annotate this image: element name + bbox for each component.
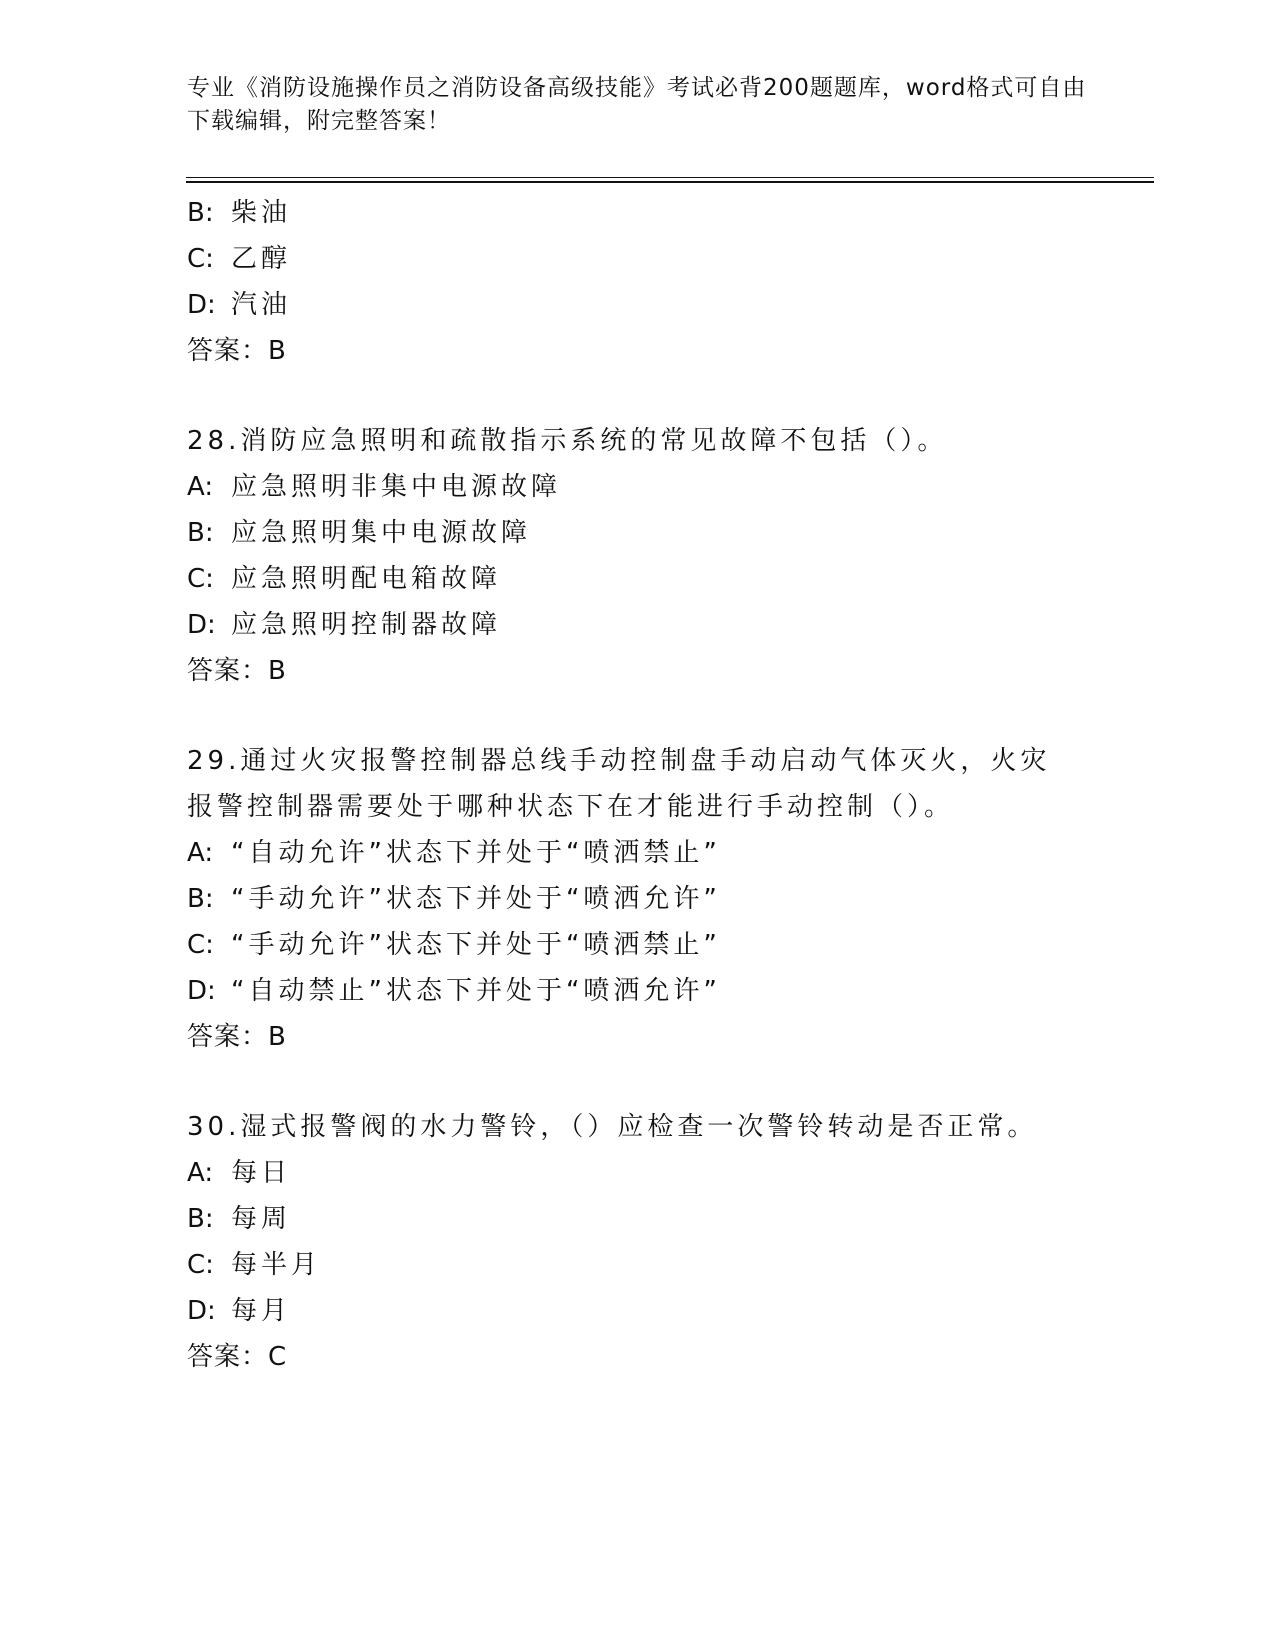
question-28 — [187, 418, 1087, 694]
option-c — [187, 556, 1087, 602]
option-text: 应急照明控制器故障 — [231, 610, 502, 640]
option-text: 乙醇 — [231, 244, 292, 274]
option-d — [187, 602, 1087, 648]
option-text: 每月 — [231, 1296, 292, 1326]
option-label: A: — [187, 1158, 214, 1188]
option-b — [187, 1196, 1087, 1242]
option-d — [187, 1288, 1087, 1334]
option-text: 柴油 — [231, 198, 292, 228]
header-divider-thick — [186, 181, 1154, 183]
question-stem: 30.湿式报警阀的水力警铃，（）应检查一次警铃转动是否正常。 — [187, 1112, 1038, 1142]
option-text: 汽油 — [231, 290, 292, 320]
option-label: B: — [187, 198, 214, 228]
answer-line: 答案：B — [187, 336, 287, 366]
answer-line: 答案：B — [187, 1022, 287, 1052]
option-text: 每日 — [231, 1158, 292, 1188]
option-label: C: — [187, 930, 214, 960]
option-a — [187, 464, 1087, 510]
option-text: “手动允许”状态下并处于“喷洒允许” — [231, 884, 721, 914]
answer-line: 答案：B — [187, 656, 287, 686]
spacer — [187, 694, 1087, 738]
spacer — [187, 1060, 1087, 1104]
option-label: A: — [187, 472, 214, 502]
option-c — [187, 1242, 1087, 1288]
option-b — [187, 190, 1087, 236]
option-c — [187, 236, 1087, 282]
option-label: D: — [187, 610, 216, 640]
spacer — [187, 374, 1087, 418]
question-stem: 28.消防应急照明和疏散指示系统的常见故障不包括（）。 — [187, 426, 948, 456]
document-header: 专业《消防设施操作员之消防设备高级技能》考试必背200题题库，word格式可自由下载编辑，附完整答案！ — [187, 75, 1087, 134]
option-label: B: — [187, 884, 214, 914]
option-d — [187, 282, 1087, 328]
option-label: C: — [187, 564, 214, 594]
option-label: C: — [187, 1250, 214, 1280]
question-content — [187, 190, 1087, 1380]
option-text: 每半月 — [231, 1250, 322, 1280]
question-27-fragment — [187, 190, 1087, 374]
option-a — [187, 1150, 1087, 1196]
option-text: 应急照明集中电源故障 — [231, 518, 532, 548]
option-text: 应急照明非集中电源故障 — [231, 472, 562, 502]
option-a — [187, 830, 1087, 876]
option-c — [187, 922, 1087, 968]
option-label: B: — [187, 1204, 214, 1234]
option-label: C: — [187, 244, 214, 274]
header-divider-thin — [186, 177, 1154, 178]
answer-line: 答案：C — [187, 1342, 288, 1372]
option-b — [187, 876, 1087, 922]
option-label: B: — [187, 518, 214, 548]
option-label: A: — [187, 838, 214, 868]
option-text: “自动允许”状态下并处于“喷洒禁止” — [231, 838, 721, 868]
option-label: D: — [187, 290, 216, 320]
option-b — [187, 510, 1087, 556]
option-label: D: — [187, 976, 216, 1006]
question-30 — [187, 1104, 1087, 1380]
option-text: 每周 — [231, 1204, 292, 1234]
question-stem: 29.通过火灾报警控制器总线手动控制盘手动启动气体灭火，火灾报警控制器需要处于哪种状态下在才能进行手动控制（）。 — [187, 746, 1051, 822]
option-text: “手动允许”状态下并处于“喷洒禁止” — [231, 930, 721, 960]
option-text: 应急照明配电箱故障 — [231, 564, 502, 594]
option-label: D: — [187, 1296, 216, 1326]
option-text: “自动禁止”状态下并处于“喷洒允许” — [231, 976, 721, 1006]
question-29 — [187, 738, 1087, 1060]
option-d — [187, 968, 1087, 1014]
